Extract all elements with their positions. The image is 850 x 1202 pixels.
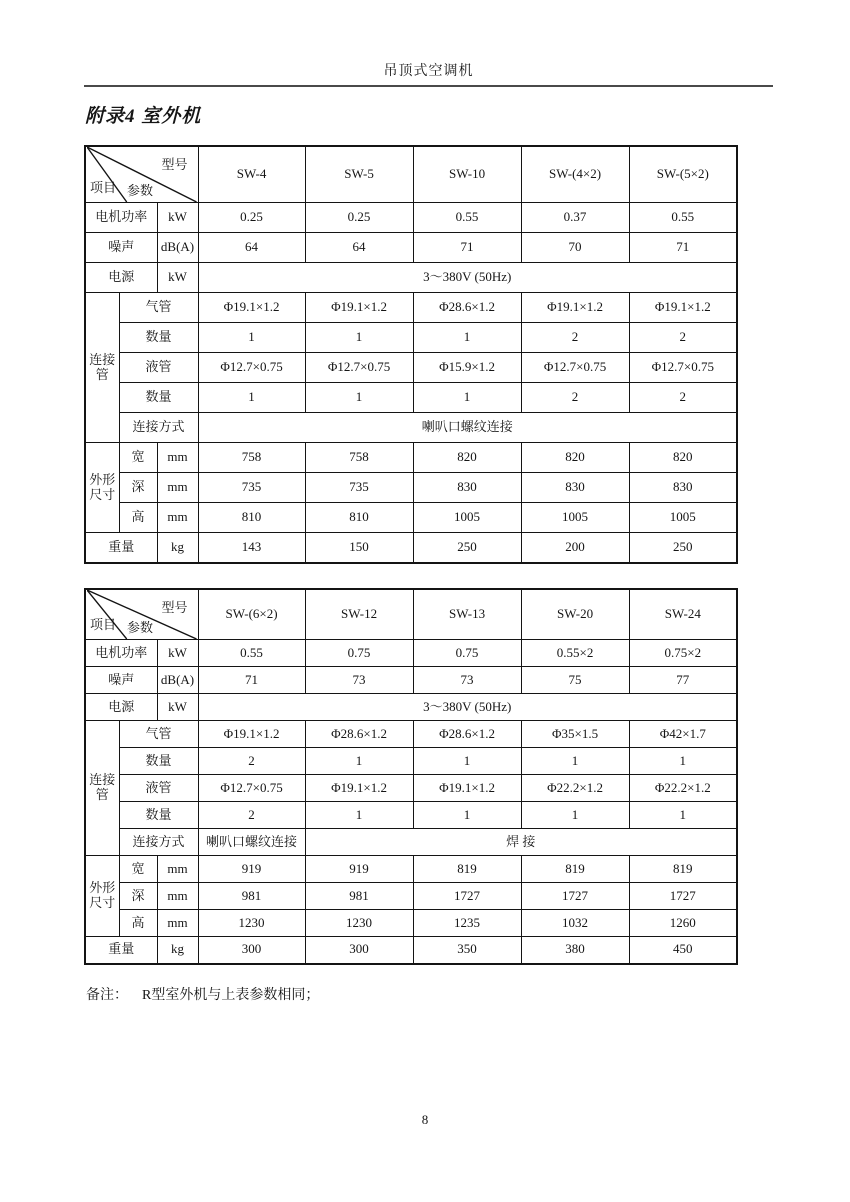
t1-gas-qty-value: 2 xyxy=(521,323,629,353)
gas-pipe-label: 气管 xyxy=(119,721,198,748)
t2-power-supply-value: 3～380V (50Hz) xyxy=(198,694,737,721)
t2-row-weight xyxy=(85,937,737,964)
footnote-label: 备注： xyxy=(86,988,128,1003)
t2-noise-value: 71 xyxy=(198,667,305,694)
t2-gas-qty-value: 1 xyxy=(413,748,521,775)
t2-row-power-supply xyxy=(85,694,737,721)
t2-liquid-pipe-value: Φ19.1×1.2 xyxy=(305,775,413,802)
qty-label: 数量 xyxy=(119,748,198,775)
pipes-group-label: 连接管 xyxy=(85,721,119,856)
t2-corner-cell xyxy=(85,589,198,640)
t2-liquid-qty-value: 1 xyxy=(521,802,629,829)
noise-unit: dB(A) xyxy=(157,667,198,694)
liquid-pipe-label: 液管 xyxy=(119,775,198,802)
t2-noise-value: 75 xyxy=(521,667,629,694)
t1-gas-qty-value: 1 xyxy=(305,323,413,353)
t2-gas-pipe-value: Φ19.1×1.2 xyxy=(198,721,305,748)
t1-row-liquid-pipe xyxy=(85,353,737,383)
qty-label: 数量 xyxy=(119,802,198,829)
t2-liquid-qty-value: 2 xyxy=(198,802,305,829)
t2-gas-pipe-value: Φ35×1.5 xyxy=(521,721,629,748)
t2-liquid-pipe-value: Φ12.7×0.75 xyxy=(198,775,305,802)
t1-width-value: 758 xyxy=(198,443,305,473)
t1-motor-power-value: 0.55 xyxy=(629,203,737,233)
t1-height-value: 810 xyxy=(198,503,305,533)
t2-width-value: 819 xyxy=(629,856,737,883)
connection-method-label: 连接方式 xyxy=(119,413,198,443)
t2-height-value: 1032 xyxy=(521,910,629,937)
t2-row-liquid-qty xyxy=(85,802,737,829)
t1-weight-value: 150 xyxy=(305,533,413,563)
noise-unit: dB(A) xyxy=(157,233,198,263)
t2-height-value: 1230 xyxy=(305,910,413,937)
motor-power-label: 电机功率 xyxy=(85,203,157,233)
t1-liquid-qty-value: 1 xyxy=(413,383,521,413)
dims-group-label: 外形尺寸 xyxy=(85,443,119,533)
t2-weight-value: 350 xyxy=(413,937,521,964)
t1-motor-power-value: 0.37 xyxy=(521,203,629,233)
page-number: 8 xyxy=(421,1112,429,1127)
width-label: 宽 xyxy=(119,856,157,883)
t2-corner-model-label: 型号 xyxy=(161,600,188,615)
t2-row-gas-qty xyxy=(85,748,737,775)
power-supply-unit: kW xyxy=(157,263,198,293)
dims-group-label: 外形尺寸 xyxy=(85,856,119,937)
t1-model-header: SW-10 xyxy=(413,146,521,203)
width-unit: mm xyxy=(157,856,198,883)
t1-liquid-pipe-value: Φ12.7×0.75 xyxy=(521,353,629,383)
t2-liquid-qty-value: 1 xyxy=(629,802,737,829)
t2-width-value: 819 xyxy=(413,856,521,883)
t2-liquid-pipe-value: Φ22.2×1.2 xyxy=(629,775,737,802)
t2-liquid-pipe-value: Φ22.2×1.2 xyxy=(521,775,629,802)
t2-corner-box xyxy=(87,590,197,639)
qty-label: 数量 xyxy=(119,383,198,413)
t1-corner-param-label: 参数 xyxy=(127,183,154,199)
t2-noise-value: 73 xyxy=(413,667,521,694)
gas-pipe-label: 气管 xyxy=(119,293,198,323)
t2-noise-value: 73 xyxy=(305,667,413,694)
t2-gas-pipe-value: Φ28.6×1.2 xyxy=(305,721,413,748)
depth-label: 深 xyxy=(119,473,157,503)
t2-height-value: 1230 xyxy=(198,910,305,937)
t1-weight-value: 143 xyxy=(198,533,305,563)
t1-height-value: 1005 xyxy=(521,503,629,533)
t2-row-connection xyxy=(85,829,737,856)
t1-gas-qty-value: 1 xyxy=(413,323,521,353)
t1-gas-qty-value: 1 xyxy=(198,323,305,353)
t1-liquid-pipe-value: Φ15.9×1.2 xyxy=(413,353,521,383)
t1-row-gas-pipe xyxy=(85,293,737,323)
t1-motor-power-value: 0.55 xyxy=(413,203,521,233)
t1-liquid-pipe-value: Φ12.7×0.75 xyxy=(629,353,737,383)
t1-height-value: 1005 xyxy=(413,503,521,533)
t2-motor-power-value: 0.75 xyxy=(305,640,413,667)
power-supply-label: 电源 xyxy=(85,694,157,721)
t1-row-depth xyxy=(85,473,737,503)
t2-depth-value: 981 xyxy=(198,883,305,910)
liquid-pipe-label: 液管 xyxy=(119,353,198,383)
running-header xyxy=(84,60,773,87)
t1-liquid-qty-value: 1 xyxy=(198,383,305,413)
motor-power-label: 电机功率 xyxy=(85,640,157,667)
t2-corner-param-label: 参数 xyxy=(127,620,154,636)
t1-motor-power-value: 0.25 xyxy=(305,203,413,233)
width-unit: mm xyxy=(157,443,198,473)
height-label: 高 xyxy=(119,910,157,937)
t2-row-noise xyxy=(85,667,737,694)
t1-noise-value: 64 xyxy=(305,233,413,263)
height-unit: mm xyxy=(157,910,198,937)
pipes-group-label: 连接管 xyxy=(85,293,119,443)
t1-power-supply-value: 3～380V (50Hz) xyxy=(198,263,737,293)
t1-weight-value: 250 xyxy=(413,533,521,563)
t2-row-depth xyxy=(85,883,737,910)
t2-row-motor-power xyxy=(85,640,737,667)
t2-depth-value: 1727 xyxy=(521,883,629,910)
t2-row-height xyxy=(85,910,737,937)
qty-label: 数量 xyxy=(119,323,198,353)
height-unit: mm xyxy=(157,503,198,533)
t2-model-header: SW-12 xyxy=(305,589,413,640)
t1-width-value: 758 xyxy=(305,443,413,473)
t2-row-liquid-pipe xyxy=(85,775,737,802)
t2-gas-qty-value: 1 xyxy=(305,748,413,775)
t1-gas-pipe-value: Φ19.1×1.2 xyxy=(521,293,629,323)
t2-gas-qty-value: 1 xyxy=(629,748,737,775)
t2-depth-value: 1727 xyxy=(413,883,521,910)
t1-noise-value: 71 xyxy=(413,233,521,263)
t1-row-weight xyxy=(85,533,737,563)
t1-depth-value: 830 xyxy=(629,473,737,503)
t2-height-value: 1235 xyxy=(413,910,521,937)
t2-width-value: 819 xyxy=(521,856,629,883)
t2-width-value: 919 xyxy=(198,856,305,883)
depth-unit: mm xyxy=(157,883,198,910)
t1-weight-value: 200 xyxy=(521,533,629,563)
t1-width-value: 820 xyxy=(629,443,737,473)
depth-unit: mm xyxy=(157,473,198,503)
t1-noise-value: 71 xyxy=(629,233,737,263)
t1-depth-value: 735 xyxy=(305,473,413,503)
depth-label: 深 xyxy=(119,883,157,910)
t2-gas-pipe-value: Φ42×1.7 xyxy=(629,721,737,748)
t1-width-value: 820 xyxy=(521,443,629,473)
t2-row-gas-pipe xyxy=(85,721,737,748)
t2-weight-value: 450 xyxy=(629,937,737,964)
connection-method-label: 连接方式 xyxy=(119,829,198,856)
t1-height-value: 810 xyxy=(305,503,413,533)
t2-motor-power-value: 0.75×2 xyxy=(629,640,737,667)
t1-corner-item-label: 项目 xyxy=(90,180,117,196)
t2-motor-power-value: 0.55×2 xyxy=(521,640,629,667)
t1-model-header: SW-(5×2) xyxy=(629,146,737,203)
motor-power-unit: kW xyxy=(157,640,198,667)
t1-noise-value: 70 xyxy=(521,233,629,263)
t1-liquid-qty-value: 2 xyxy=(521,383,629,413)
t2-model-header: SW-13 xyxy=(413,589,521,640)
motor-power-unit: kW xyxy=(157,203,198,233)
t1-height-value: 1005 xyxy=(629,503,737,533)
t2-corner-item-label: 项目 xyxy=(90,617,117,633)
t2-model-header: SW-(6×2) xyxy=(198,589,305,640)
t1-row-motor-power xyxy=(85,203,737,233)
t1-corner-box xyxy=(87,147,197,202)
t1-weight-value: 250 xyxy=(629,533,737,563)
t2-gas-pipe-value: Φ28.6×1.2 xyxy=(413,721,521,748)
t2-gas-qty-value: 1 xyxy=(521,748,629,775)
spec-table-2 xyxy=(84,588,738,965)
weight-label: 重量 xyxy=(85,937,157,964)
t1-gas-pipe-value: Φ19.1×1.2 xyxy=(198,293,305,323)
noise-label: 噪声 xyxy=(85,233,157,263)
spec-table-1 xyxy=(84,145,738,564)
t1-row-gas-qty xyxy=(85,323,737,353)
t2-width-value: 919 xyxy=(305,856,413,883)
t1-gas-qty-value: 2 xyxy=(629,323,737,353)
t1-connection-value: 喇叭口螺纹连接 xyxy=(198,413,737,443)
t2-depth-value: 1727 xyxy=(629,883,737,910)
height-label: 高 xyxy=(119,503,157,533)
t2-liquid-qty-value: 1 xyxy=(305,802,413,829)
t1-width-value: 820 xyxy=(413,443,521,473)
t1-depth-value: 830 xyxy=(413,473,521,503)
t1-row-connection xyxy=(85,413,737,443)
width-label: 宽 xyxy=(119,443,157,473)
t1-model-header: SW-5 xyxy=(305,146,413,203)
section-title: 附录4 室外机 xyxy=(85,106,202,127)
t2-row-width xyxy=(85,856,737,883)
t1-liquid-qty-value: 2 xyxy=(629,383,737,413)
t1-noise-value: 64 xyxy=(198,233,305,263)
weight-label: 重量 xyxy=(85,533,157,563)
t1-gas-pipe-value: Φ19.1×1.2 xyxy=(305,293,413,323)
t2-noise-value: 77 xyxy=(629,667,737,694)
t1-row-power-supply xyxy=(85,263,737,293)
power-supply-unit: kW xyxy=(157,694,198,721)
t2-connection-flare-value: 喇叭口螺纹连接 xyxy=(198,829,305,856)
t2-model-header: SW-20 xyxy=(521,589,629,640)
running-header-title: 吊顶式空调机 xyxy=(383,64,474,79)
t1-gas-pipe-value: Φ28.6×1.2 xyxy=(413,293,521,323)
t2-depth-value: 981 xyxy=(305,883,413,910)
t1-gas-pipe-value: Φ19.1×1.2 xyxy=(629,293,737,323)
weight-unit: kg xyxy=(157,937,198,964)
t2-motor-power-value: 0.75 xyxy=(413,640,521,667)
t1-corner-cell xyxy=(85,146,198,203)
t1-row-width xyxy=(85,443,737,473)
t1-model-header: SW-(4×2) xyxy=(521,146,629,203)
t1-row-noise xyxy=(85,233,737,263)
t2-weight-value: 380 xyxy=(521,937,629,964)
t2-liquid-qty-value: 1 xyxy=(413,802,521,829)
t1-liquid-pipe-value: Φ12.7×0.75 xyxy=(198,353,305,383)
footnote-text: R型室外机与上表参数相同； xyxy=(142,988,320,1003)
t1-row-liquid-qty xyxy=(85,383,737,413)
t2-gas-qty-value: 2 xyxy=(198,748,305,775)
t1-corner-model-label: 型号 xyxy=(161,157,188,172)
t2-weight-value: 300 xyxy=(198,937,305,964)
t1-liquid-pipe-value: Φ12.7×0.75 xyxy=(305,353,413,383)
t2-height-value: 1260 xyxy=(629,910,737,937)
t1-model-header: SW-4 xyxy=(198,146,305,203)
t1-depth-value: 830 xyxy=(521,473,629,503)
t1-liquid-qty-value: 1 xyxy=(305,383,413,413)
t2-liquid-pipe-value: Φ19.1×1.2 xyxy=(413,775,521,802)
power-supply-label: 电源 xyxy=(85,263,157,293)
weight-unit: kg xyxy=(157,533,198,563)
t2-model-header: SW-24 xyxy=(629,589,737,640)
t2-weight-value: 300 xyxy=(305,937,413,964)
t1-row-height xyxy=(85,503,737,533)
noise-label: 噪声 xyxy=(85,667,157,694)
t2-motor-power-value: 0.55 xyxy=(198,640,305,667)
footnote xyxy=(86,984,319,1004)
t1-motor-power-value: 0.25 xyxy=(198,203,305,233)
t2-connection-weld-value: 焊 接 xyxy=(305,829,737,856)
t1-depth-value: 735 xyxy=(198,473,305,503)
